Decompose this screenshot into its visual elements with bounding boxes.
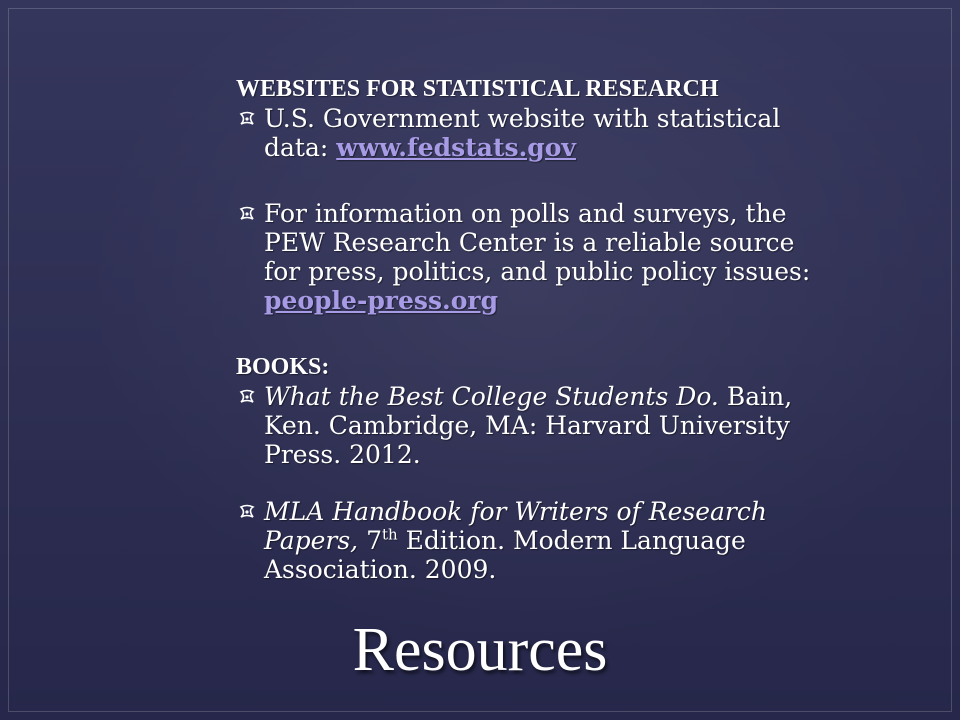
website-item-pew [236, 199, 836, 315]
people-press-link[interactable]: people-press.org [264, 286, 499, 315]
website-item-text: For information on polls and surveys, the PEW Research Center is a reliable source for press, politics, and public policy issues: [264, 199, 811, 286]
book-item-best-college [236, 382, 836, 469]
book-edition-suffix: th [382, 525, 398, 544]
website-item-fedstats [236, 104, 836, 162]
book-citation: Bain, Ken. Cambridge, MA: Harvard University Press. 2012. [264, 382, 793, 469]
book-title: What the Best College Students Do. [264, 382, 719, 411]
book-title: MLA Handbook for Writers of Research Papers, [264, 497, 767, 555]
slide-content [236, 74, 836, 584]
curly-scroll-bullet-icon [238, 205, 256, 223]
websites-heading: WEBSITES FOR STATISTICAL RESEARCH [236, 76, 719, 102]
books-heading: BOOKS: [236, 354, 330, 380]
book-citation: Edition. Modern Language Association. 2009. [264, 526, 746, 584]
book-item-mla [236, 497, 836, 584]
website-item-text: U.S. Government website with statistical data: [264, 104, 781, 162]
curly-scroll-bullet-icon [238, 388, 256, 406]
fedstats-link[interactable]: www.fedstats.gov [336, 133, 576, 162]
curly-scroll-bullet-icon [238, 110, 256, 128]
curly-scroll-bullet-icon [238, 503, 256, 521]
book-edition-number: 7 [358, 526, 382, 555]
slide-title: Resources [352, 616, 608, 684]
